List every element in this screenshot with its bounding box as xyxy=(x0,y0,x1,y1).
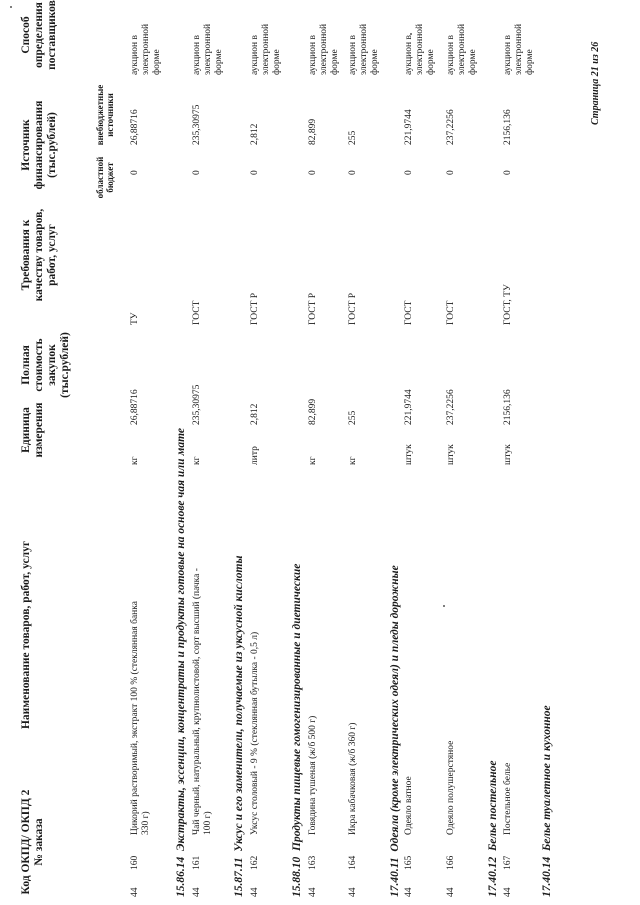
section-code: 17.40.11 xyxy=(389,857,401,897)
section-code: 15.88.10 xyxy=(291,856,303,897)
row-unit: штук xyxy=(404,444,414,465)
row-requirements: ГОСТ xyxy=(446,300,456,325)
row-number: 163 xyxy=(308,855,318,870)
section-heading xyxy=(487,760,500,897)
header-name: Наименование товаров, работ, услуг xyxy=(20,540,32,730)
section-name: Белье постельное xyxy=(487,760,499,851)
row-method: аукцион в электронной форме xyxy=(404,23,436,75)
header-unit: Единица измерения xyxy=(20,402,45,458)
section-code: 17.40.14 xyxy=(541,856,553,897)
section-heading xyxy=(389,565,402,897)
section-name: Одеяла (кроме электрических одеял) и пледы дорожные xyxy=(389,565,401,852)
row-unit: кг xyxy=(308,456,318,465)
row-cost: 82,899 xyxy=(308,398,318,425)
row-name: Уксус столовый - 9 % (стеклянная бутылка - 0,5 л) xyxy=(250,631,260,835)
row-cost: 26,88716 xyxy=(130,389,140,425)
row-requirements: ГОСТ xyxy=(192,300,202,325)
row-name: Постельное белье xyxy=(503,762,513,835)
row-method: аукцион в электронной форме xyxy=(308,23,340,75)
section-name: Белье туалетное и кухонное xyxy=(541,705,553,851)
row-requirements: ГОСТ xyxy=(404,300,414,325)
section-heading xyxy=(291,564,304,897)
section-code: 15.87.11 xyxy=(233,857,245,897)
scan-speck xyxy=(410,33,412,35)
row-funding-regional: 0 xyxy=(446,170,456,175)
row-number: 167 xyxy=(503,855,513,870)
header-funding-extra: внебюджетные источники xyxy=(95,84,115,146)
row-unit: кг xyxy=(192,456,202,465)
row-requirements: ГОСТ Р xyxy=(308,292,318,325)
row-code: 44 xyxy=(192,887,202,897)
row-unit: литр xyxy=(250,446,260,465)
section-name: Экстракты, эссенции, концентраты и продукты готовые на основе чая или мате xyxy=(175,428,187,851)
row-code: 44 xyxy=(404,887,414,897)
row-unit: штук xyxy=(446,444,456,465)
row-funding-extra: 2156,136 xyxy=(503,109,513,145)
section-heading xyxy=(233,556,246,897)
section-name: Уксус и его заменители, получаемые из уксусной кислоты xyxy=(233,555,245,852)
row-number: 162 xyxy=(250,855,260,870)
row-funding-regional: 0 xyxy=(404,170,414,175)
row-funding-regional: 0 xyxy=(348,170,358,175)
row-requirements: ГОСТ Р xyxy=(348,292,358,325)
row-method: аукцион в электронной форме xyxy=(130,23,162,75)
row-code: 44 xyxy=(348,887,358,897)
row-unit: штук xyxy=(503,444,513,465)
header-method: Способ определения поставщиков xyxy=(20,0,58,70)
row-method: аукцион в электронной форме xyxy=(348,23,380,75)
row-requirements: ГОСТ, ТУ xyxy=(503,284,513,325)
section-heading xyxy=(541,705,554,897)
row-funding-extra: 255 xyxy=(348,130,358,145)
section-code: 17.40.12 xyxy=(487,856,499,897)
row-funding-extra: 26,88716 xyxy=(130,109,140,145)
header-requirements: Требования к качеству товаров, работ, услуг xyxy=(20,208,58,302)
row-funding-extra: 237,2256 xyxy=(446,109,456,145)
row-cost: 2,812 xyxy=(250,403,260,425)
header-code: Код ОКПД/ ОКПД 2 № заказа xyxy=(20,789,45,895)
row-unit: кг xyxy=(130,456,140,465)
row-name: Одеяло полушерстяное xyxy=(446,740,456,835)
row-code: 44 xyxy=(308,887,318,897)
scan-speck xyxy=(443,605,445,607)
row-code: 44 xyxy=(446,887,456,897)
header-funding: Источник финансирования (тыс.рублей) xyxy=(20,100,58,190)
row-cost: 235,30975 xyxy=(192,384,202,425)
row-funding-regional: 0 xyxy=(250,170,260,175)
row-cost: 221,9744 xyxy=(404,389,414,425)
row-name: Чай черный, натуральный, крупнолистовой, сорт высший (пачка - 100 г) xyxy=(192,568,213,835)
row-funding-regional: 0 xyxy=(308,170,318,175)
row-name: Говядина тушеная (ж/б 500 г) xyxy=(308,715,318,835)
row-requirements: ГОСТ Р xyxy=(250,292,260,325)
section-name: Продукты пищевые гомогенизированные и диетические xyxy=(291,563,303,851)
row-funding-regional: 0 xyxy=(130,170,140,175)
page-footer: Страница 21 из 26 xyxy=(590,41,601,125)
row-funding-extra: 82,899 xyxy=(308,118,318,145)
row-number: 164 xyxy=(348,855,358,870)
row-method: аукцион в электронной форме xyxy=(192,23,224,75)
row-code: 44 xyxy=(130,887,140,897)
scan-speck xyxy=(10,6,12,8)
row-funding-regional: 0 xyxy=(192,170,202,175)
row-funding-extra: 221,9744 xyxy=(404,109,414,145)
row-method: аукцион в электронной форме xyxy=(446,23,478,75)
row-number: 160 xyxy=(130,855,140,870)
row-code: 44 xyxy=(503,887,513,897)
row-method: аукцион в электронной форме xyxy=(250,23,282,75)
row-funding-regional: 0 xyxy=(503,170,513,175)
row-requirements: ТУ xyxy=(130,312,140,325)
row-cost: 2156,136 xyxy=(503,389,513,425)
row-method: аукцион в электронной форме xyxy=(503,23,535,75)
row-name: Икра кабачковая (ж/б 360 г) xyxy=(348,722,358,835)
row-number: 165 xyxy=(404,855,414,870)
row-cost: 237,2256 xyxy=(446,389,456,425)
row-cost: 255 xyxy=(348,410,358,425)
row-number: 161 xyxy=(192,855,202,870)
header-cost: Полная стоимость закупок (тыс.рублей) xyxy=(20,332,71,398)
row-name: Цикорий растворимый, экстракт 100 % (стеклянная банка 330 г) xyxy=(130,601,151,835)
row-number: 166 xyxy=(446,855,456,870)
row-unit: кг xyxy=(348,456,358,465)
row-funding-extra: 2,812 xyxy=(250,123,260,145)
row-funding-extra: 235,30975 xyxy=(192,104,202,145)
section-code: 15.86.14 xyxy=(175,856,187,897)
header-funding-regional: областной бюджет xyxy=(95,156,115,199)
row-code: 44 xyxy=(250,887,260,897)
row-name: Одеяло ватное xyxy=(404,776,414,835)
section-heading xyxy=(175,428,188,897)
